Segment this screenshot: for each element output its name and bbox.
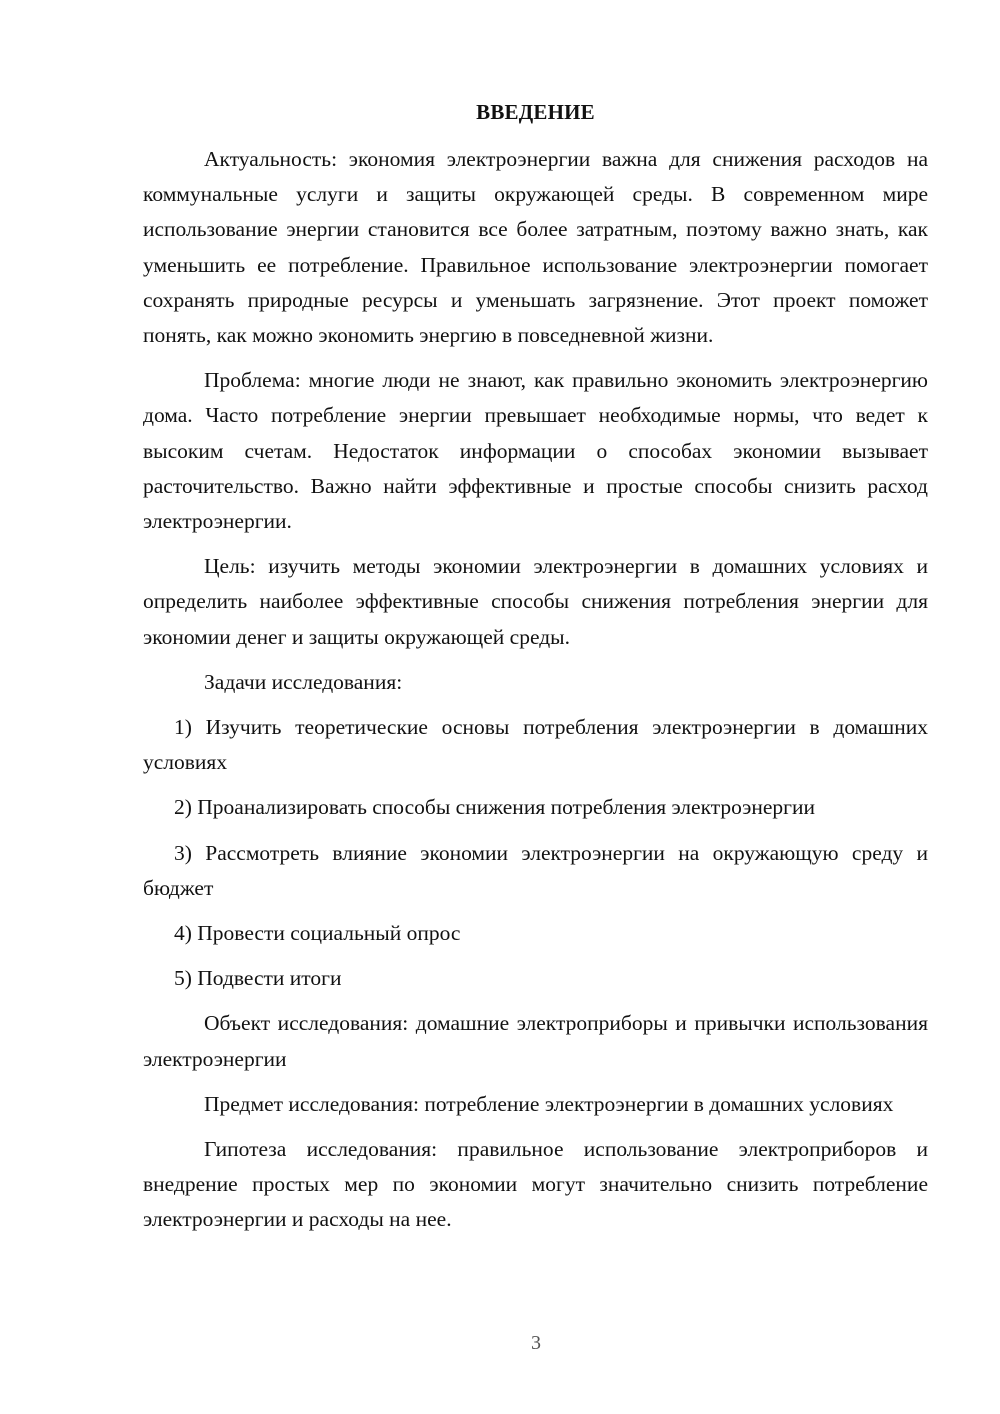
object-paragraph: Объект исследования: домашние электроприборы и привычки использования электроэнергии <box>143 1011 928 1071</box>
page-number: 3 <box>531 1332 541 1354</box>
task-item-4: 4) Провести социальный опрос <box>174 921 461 946</box>
goal-paragraph: Цель: изучить методы экономии электроэнергии в домашних условиях и определить наиболее эффективные способы снижения потребления энергии для экономии денег и защиты окружающей среды. <box>143 554 928 649</box>
page-title: ВВЕДЕНИЕ <box>476 100 595 124</box>
hypothesis-paragraph: Гипотеза исследования: правильное использование электроприборов и внедрение простых мер по экономии могут значительно снизить потребление электроэнергии и расходы на нее. <box>143 1137 928 1232</box>
relevance-paragraph: Актуальность: экономия электроэнергии важна для снижения расходов на коммунальные услуги и защиты окружающей среды. В современном мире использование энергии становится все более затратным, поэтому важно знать, как уменьшить ее потребление. Правильное использование электроэнергии помогает сохранять природные ресурсы и уменьшать загрязнение. Этот проект поможет понять, как можно экономить энергию в повседневной жизни. <box>143 147 928 348</box>
task-item-5: 5) Подвести итоги <box>174 966 342 991</box>
task-item-2: 2) Проанализировать способы снижения потребления электроэнергии <box>174 795 816 820</box>
subject-paragraph: Предмет исследования: потребление электроэнергии в домашних условиях <box>204 1091 894 1116</box>
task-item-1: 1) Изучить теоретические основы потребления электроэнергии в домашних условиях <box>143 715 928 775</box>
tasks-heading: Задачи исследования: <box>204 669 403 694</box>
document-page <box>143 95 928 1248</box>
problem-paragraph: Проблема: многие люди не знают, как правильно экономить электроэнергию дома. Часто потребление энергии превышает необходимые нормы, что ведет к высоким счетам. Недостаток информации о способах экономии вызывает расточительство. Важно найти эффективные и простые способы снизить расход электроэнергии. <box>143 368 928 534</box>
task-item-3: 3) Рассмотреть влияние экономии электроэнергии на окружающую среду и бюджет <box>143 840 928 900</box>
